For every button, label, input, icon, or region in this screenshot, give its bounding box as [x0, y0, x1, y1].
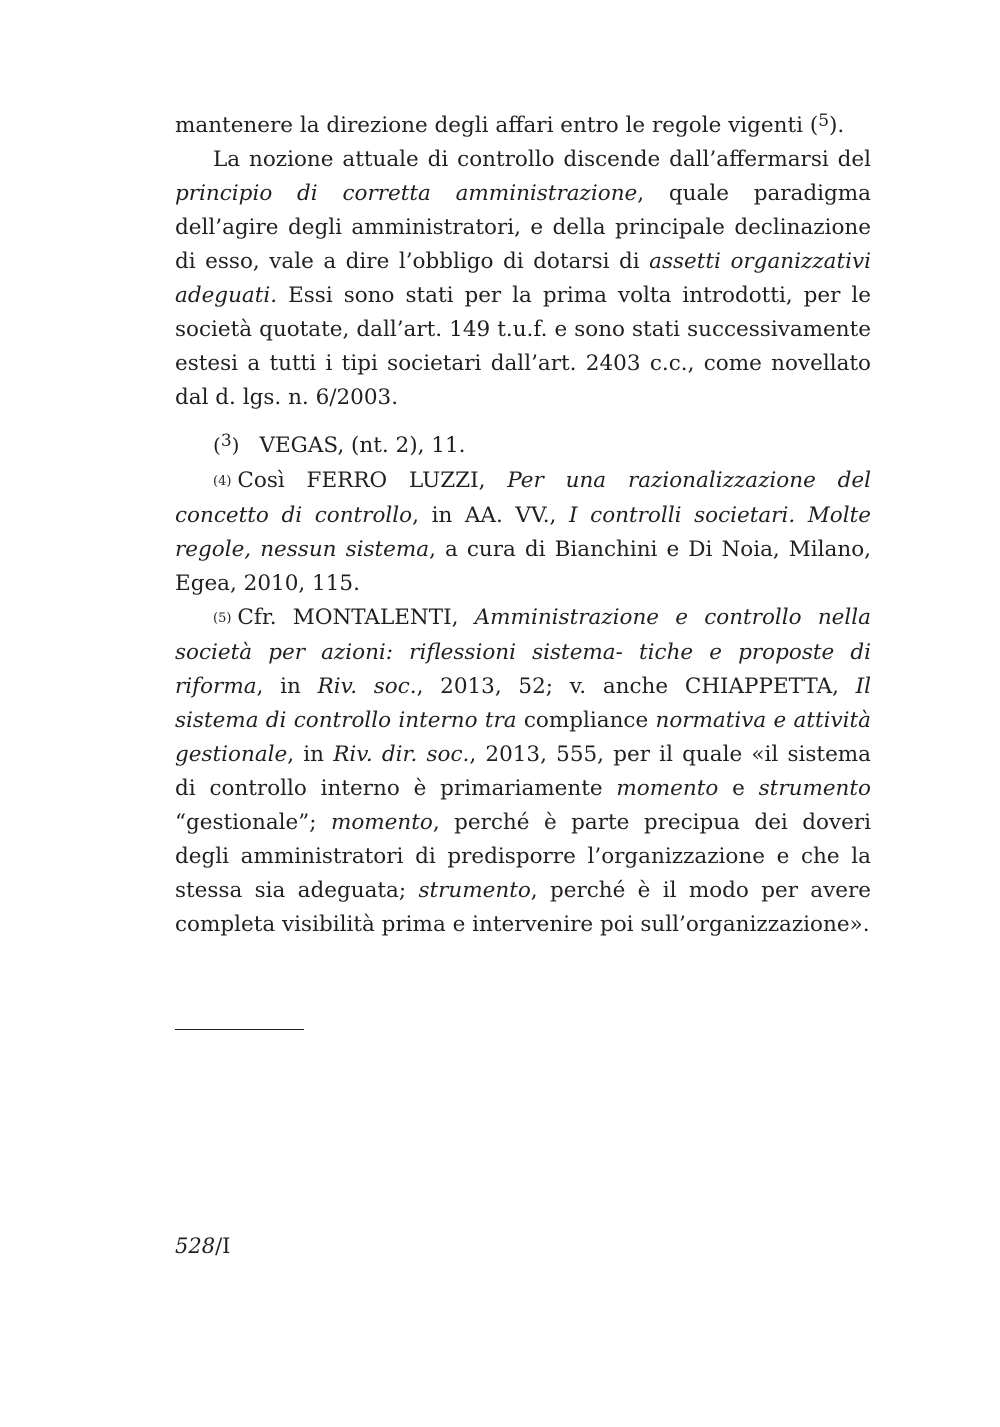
footnotes	[175, 424, 871, 942]
footnote-ref-5[interactable]: 5	[818, 111, 830, 131]
footnote-5: (5) Cfr. MONTALENTI, Amministrazione e controllo nella società per azioni: riflessioni sistema- tiche e proposte di riforma, in Riv. soc., 2013, 52; v. anche CHIAPPETTA, Il sistema di controllo interno tra compliance normativa e attività gestionale, in Riv. dir. soc., 2013, 555, per il quale «il sistema di controllo interno è primariamente momento e strumento “gestionale”; momento, perché è parte precipua dei doveri degli amministratori di predisporre l’organizzazione e che la stessa sia adeguata; strumento, perché è il modo per avere completa visibilità prima e intervenire poi sull’organizzazione».	[175, 605, 872, 937]
footnote-4: (4) Così FERRO LUZZI, Per una razionalizzazione del concetto di controllo, in AA. VV., I controlli societari. Molte regole, nessun sistema, a cura di Bianchini e Di Noia, Milano, Egea, 2010, 115.	[175, 468, 871, 596]
italic-term: assetti organizzativi adeguati.	[175, 249, 871, 308]
body-text	[175, 104, 871, 415]
italic-term: principio di corretta amministrazione	[175, 181, 638, 206]
footnote-number: ($^3$)	[213, 431, 240, 457]
paragraph-2: La nozione attuale di controllo discende dall’affermarsi del principio di corretta amministrazione, quale paradigma dell’agire degli amministratori, e della principale declinazione di esso, vale a dire l’obbligo di dotarsi di assetti organizzativi adeguati. Essi sono stati per la prima volta introdotti, per le società quotate, dall’art. 149 t.u.f. e sono stati successivamente estesi a tutti i tipi societari dall’art. 2403 c.c., come novellato dal d. lgs. n. 6/2003.	[175, 147, 871, 410]
paragraph-1: mantenere la direzione degli affari entro le regole vigenti ($^5$).	[175, 111, 845, 138]
footnote-number: (4)	[213, 474, 232, 489]
footnote-3: ($^3$) VEGAS, (nt. 2), 11.	[213, 431, 466, 458]
page-number: 528/I	[175, 1234, 231, 1258]
footnote-number: (5)	[213, 611, 232, 626]
footnote-separator	[175, 1029, 304, 1030]
